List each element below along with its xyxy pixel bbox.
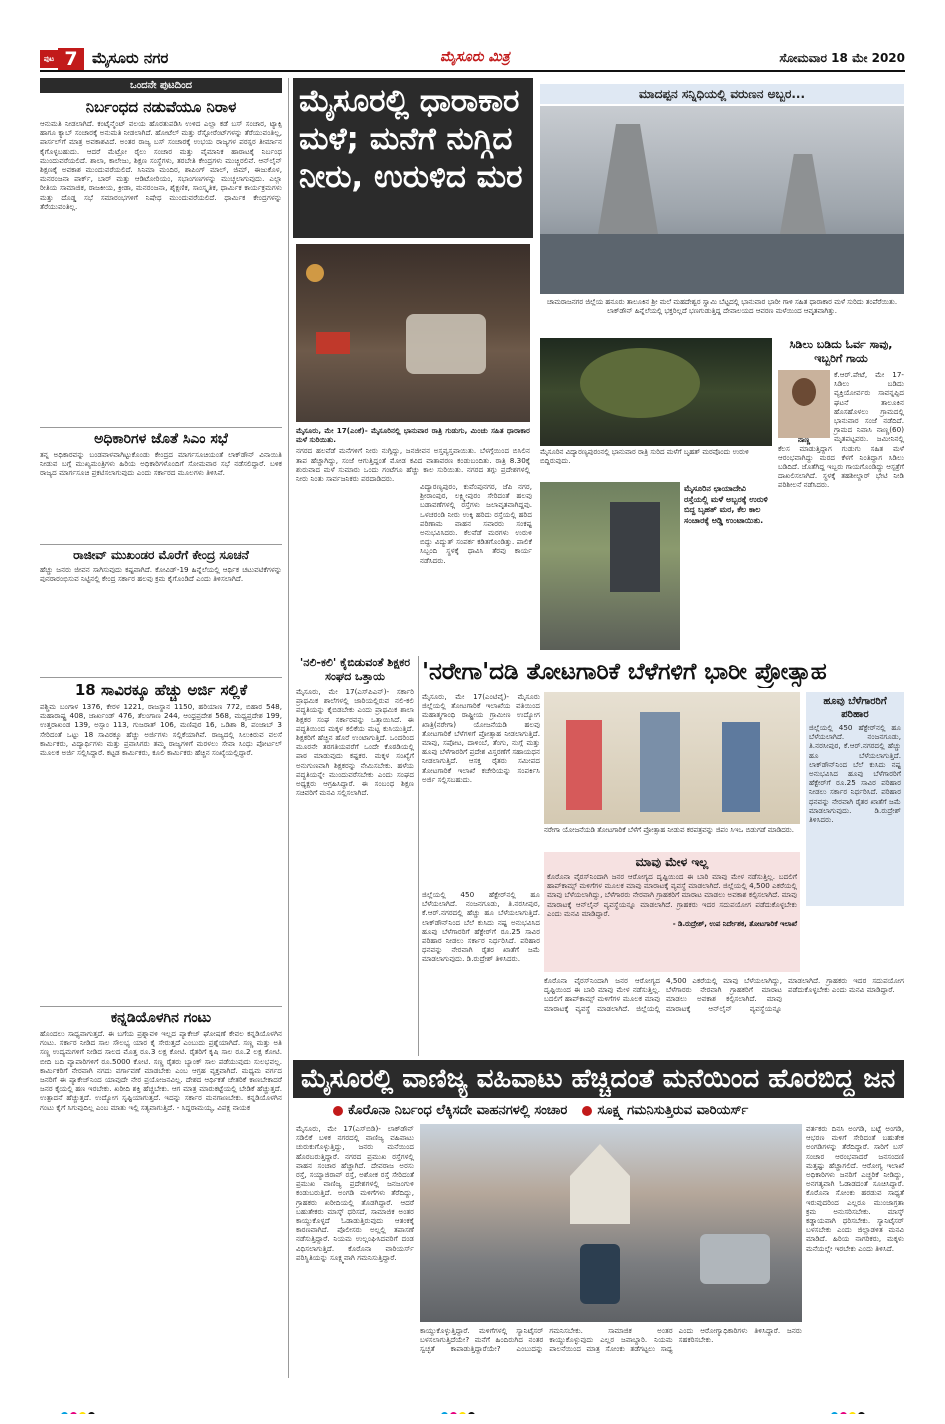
nrega-photo xyxy=(544,692,800,824)
story-title-4: 18 ಸಾವಿರಕ್ಕೂ ಹೆಚ್ಚು ಅರ್ಜಿ ಸಲ್ಲಿಕೆ xyxy=(40,677,282,700)
nrega-bottom xyxy=(544,976,904,1056)
left-column xyxy=(40,78,282,1378)
rain-body-1: ನಗರದ ಹಲವೆಡೆ ಮನೆಗಳಿಗೆ ನೀರು ನುಗ್ಗಿದ್ದು, ಜನಜೀವನ ಅಸ್ತವ್ಯಸ್ತವಾಯಿತು. ಬೆಳಗ್ಗೆಯಿಂದ ಬಿಸಿಲಿನ ತಾಪ ಹೆಚ್ಚಾಗಿದ್ದು, ಸಂಜೆ ಆಗುತ್ತಿದ್ದಂತೆ ಮೋಡ ಕವಿದ ವಾತಾವರಣ ಕಂಡುಬಂದಿತು. ರಾತ್ರಿ 8.30ಕ್ಕೆ ಶುರುವಾದ ಮಳೆ ಸುಮಾರು ಒಂದು ಗಂಟೆಗೂ ಹೆಚ್ಚು ಕಾಲ ಸುರಿಯಿತು. ನಗರದ ತಗ್ಗು ಪ್ರದೇಶಗಳಲ್ಲಿ ನೀರು ನಿಂತು ಸಾರ್ವಜನಿಕರು ಪರದಾಡಿದರು. xyxy=(296,446,530,484)
commerce-right-col xyxy=(806,1124,904,1386)
scooter-icon xyxy=(580,1244,620,1304)
story-body-4: ಪಶ್ಚಿಮ ಬಂಗಾಳ 1376, ಕೇರಳ 1221, ರಾಜಸ್ಥಾನ 1150, ಹರಿಯಾಣ 772, ಬಿಹಾರ 548, ಮಹಾರಾಷ್ಟ್ರ 408, ಜಾರ್ಖಂಡ್ 476, ತೆಲಂಗಾಣ 244, ಆಂಧ್ರಪ್ರದೇಶ 568, ಮಧ್ಯಪ್ರದೇಶ 199, ಉತ್ತರಾಖಂಡ 139, ಅಸ್ಸಾಂ 113, ಗುಜರಾತ್ 106, ಮಣಿಪುರ 16, ಒಡಿಶಾ 8, ಪಂಜಾಬ್ 3 ಸೇರಿದಂತೆ ಒಟ್ಟು 18 ಸಾವಿರಕ್ಕೂ ಹೆಚ್ಚು ಅರ್ಜಿಗಳು ಸಲ್ಲಿಕೆಯಾಗಿವೆ. ರಾಜ್ಯದಲ್ಲಿ ಸಿಲುಕಿರುವ ವಲಸೆ ಕಾರ್ಮಿಕರು, ವಿದ್ಯಾರ್ಥಿಗಳು ಮತ್ತು ಪ್ರವಾಸಿಗರು ತಮ್ಮ ರಾಜ್ಯಗಳಿಗೆ ಮರಳಲು ಸೇವಾ ಸಿಂಧು ಪೋರ್ಟಲ್ ಮೂಲಕ ಅರ್ಜಿ ಸಲ್ಲಿಸಿದ್ದಾರೆ. ಕಟ್ಟಡ ಕಾರ್ಮಿಕರು, ಕೂಲಿ ಕಾರ್ಮಿಕರು ಹೆಚ್ಚಿನ ಸಂಖ್ಯೆಯಲ್ಲಿದ್ದಾರೆ. xyxy=(40,702,282,758)
person-1-icon xyxy=(566,720,602,810)
story-title-5: ಕನ್ನಡಿಯೊಳಗಿನ ಗಂಟು xyxy=(40,1006,282,1027)
story-title-3: ರಾಜೀವ್ ಮುಖಂಡರ ಮೊರೆಗೆ ಕೇಂದ್ರ ಸೂಚನೆ xyxy=(40,544,282,563)
fallen-tree-photo xyxy=(540,338,772,446)
building-icon xyxy=(610,502,660,592)
mango-body: ಕೊರೊನಾ ವೈರಸ್‌ನಿಂದಾಗಿ ಜನರ ಆರೋಗ್ಯದ ದೃಷ್ಟಿಯಿಂದ ಈ ಬಾರಿ ಮಾವು ಮೇಳ ನಡೆಸುತ್ತಿಲ್ಲ. ಬದಲಿಗೆ ಹಾಪ್‌ಕಾಮ್ಸ್ ಮಳಿಗೆಗಳ ಮೂಲಕ ಮಾವು ಮಾರಾಟಕ್ಕೆ ವ್ಯವಸ್ಥೆ ಮಾಡಲಾಗಿದೆ. ಜಿಲ್ಲೆಯಲ್ಲಿ 4,500 ಎಕರೆಯಲ್ಲಿ ಮಾವು ಬೆಳೆಯಲಾಗಿದ್ದು, ಬೆಳೆಗಾರರು ನೇರವಾಗಿ ಗ್ರಾಹಕರಿಗೆ ಮಾರಾಟ ಮಾಡಲು ಅವಕಾಶ ಕಲ್ಪಿಸಲಾಗಿದೆ. ಮಾವು ಮಾರಾಟಕ್ಕೆ ಆನ್‌ಲೈನ್ ವ್ಯವಸ್ಥೆಯನ್ನೂ ಮಾಡಲಾಗಿದೆ. ಗ್ರಾಹಕರು ಇದರ ಸದುಪಯೋಗ ಪಡೆದುಕೊಳ್ಳಬೇಕು ಎಂದು ಮನವಿ ಮಾಡಿದ್ದಾರೆ. xyxy=(547,872,797,918)
page-number: 7 xyxy=(58,48,84,70)
commerce-bottom-body: ಕಾಯ್ದುಕೊಳ್ಳುತ್ತಿದ್ದಾರೆ. ಮಳಿಗೆಗಳಲ್ಲಿ ಸ್ಯಾನಿಟೈಸರ್ ಬಳಸಲಾಗುತ್ತಿದೆಯೇ? ಮನೆಗೆ ಹಿಂದಿರುಗಿದ ನಂತರ ಸ್ವಚ್ಛತೆ ಕಾಪಾಡುತ್ತಿದ್ದಾರೆಯೇ? ಎಂಬುದನ್ನು ಗಮನಿಸಬೇಕು. ಸಾಮಾಜಿಕ ಅಂತರ ಕಾಯ್ದುಕೊಳ್ಳುವುದು ಎಲ್ಲರ ಜವಾಬ್ದಾರಿ. ನಿಯಮ ಪಾಲನೆಯಿಂದ ಮಾತ್ರ ಸೋಂಕು ತಡೆಗಟ್ಟಲು ಸಾಧ್ಯ ಎಂದು ಆರೋಗ್ಯಾಧಿಕಾರಿಗಳು ತಿಳಿಸಿದ್ದಾರೆ. ಜನರು ಸಹಕರಿಸಬೇಕು. xyxy=(420,1326,802,1354)
column-rule xyxy=(288,78,289,1378)
obituary-title: ಸಿಡಿಲು ಬಡಿದು ಓರ್ವ ಸಾವು, ಇಬ್ಬರಿಗೆ ಗಾಯ xyxy=(789,338,893,365)
obituary-person-name: ನಾಣ್ಣ xyxy=(797,436,811,444)
flower-sidebar-title: ಹೂವು ಬೆಳೆಗಾರರಿಗೆ ಪರಿಹಾರ xyxy=(823,696,887,720)
street-traffic-photo xyxy=(420,1124,802,1322)
story-body-3: ಹೆಚ್ಚು ಜನರು ಜೀವನ ಸಾಗಿಸುವುದು ಕಷ್ಟವಾಗಿದೆ. ಕೋವಿಡ್-19 ಹಿನ್ನೆಲೆಯಲ್ಲಿ ಆರ್ಥಿಕ ಚಟುವಟಿಕೆಗಳನ್ನು ಪುನರಾರಂಭಿಸುವ ನಿಟ್ಟಿನಲ್ಲಿ ಕೇಂದ್ರ ಸರ್ಕಾರ ಹಲವು ಕ್ರಮ ಕೈಗೊಂಡಿದೆ ಎಂದು ತಿಳಿಸಲಾಗಿದೆ. xyxy=(40,565,282,584)
rain-headline: ಮೈಸೂರಲ್ಲಿ ಧಾರಾಕಾರ ಮಳೆ; ಮನೆಗೆ ನುಗ್ಗಿದ ನೀರು, ಉರುಳಿದ ಮರ xyxy=(293,78,533,238)
nrega-photo-caption: ನರೇಗಾ ಯೋಜನೆಯಡಿ ತೋಟಗಾರಿಕೆ ಬೆಳೆಗೆ ಪ್ರೋತ್ಸಾಹ ನೀಡುವ ಕರಪತ್ರವನ್ನು ಜಿಪಂ ಸಿಇಒ ಬಿಡುಗಡೆ ಮಾಡಿದರು. xyxy=(544,826,794,834)
commerce-headline: ಮೈಸೂರಲ್ಲಿ ವಾಣಿಜ್ಯ ವಹಿವಾಟು ಹೆಚ್ಚಿದಂತೆ ಮನೆಯಿಂದ ಹೊರಬಿದ್ದ ಜನ xyxy=(293,1060,904,1098)
side-caption: ಮೈಸೂರಿನ ಛಾಯಾದೇವಿ ರಸ್ತೆಯಲ್ಲಿ ಮಳೆ ಅಬ್ಬರಕ್ಕೆ ಉರುಳಿ ಬಿದ್ದ ಬೃಹತ್ ಮರ, ಕೆಲ ಕಾಲ ಸಂಚಾರಕ್ಕೆ ಅಡ್ಡಿ ಉಂಟಾಯಿತು. xyxy=(684,484,768,525)
rain-body-2: ವಿದ್ಯಾರಣ್ಯಪುರಂ, ಕುವೆಂಪುನಗರ, ಜೆಪಿ ನಗರ, ಶ್ರೀರಾಂಪುರ, ಲಕ್ಷ್ಮೀಪುರಂ ಸೇರಿದಂತೆ ಹಲವು ಬಡಾವಣೆಗಳಲ್ಲಿ ರಸ್ತೆಗಳು ಜಲಾವೃತವಾಗಿದ್ದವು. ಒಳಚರಂಡಿ ನೀರು ಉಕ್ಕಿ ಹರಿದು ರಸ್ತೆಯಲ್ಲಿ ಹರಿದ ಪರಿಣಾಮ ವಾಹನ ಸವಾರರು ಸಂಕಷ್ಟ ಅನುಭವಿಸಿದರು. ಕೆಲವೆಡೆ ಮರಗಳು ಉರುಳಿ ಬಿದ್ದು ವಿದ್ಯುತ್ ಸಂಪರ್ಕ ಕಡಿತಗೊಂಡಿತ್ತು. ಪಾಲಿಕೆ ಸಿಬ್ಬಂದಿ ಸ್ಥಳಕ್ಕೆ ಧಾವಿಸಿ ತೆರವು ಕಾರ್ಯ ನಡೆಸಿದರು. xyxy=(420,482,532,565)
header-rule xyxy=(40,70,905,72)
tree-canopy-icon xyxy=(580,348,700,418)
page-label: ಪುಟ xyxy=(40,50,58,68)
teachers-story xyxy=(296,656,414,1056)
flower-sidebar xyxy=(806,692,904,906)
nrega-bottom-body: ಕೊರೊನಾ ವೈರಸ್‌ನಿಂದಾಗಿ ಜನರ ಆರೋಗ್ಯದ ದೃಷ್ಟಿಯಿಂದ ಈ ಬಾರಿ ಮಾವು ಮೇಳ ನಡೆಸುತ್ತಿಲ್ಲ. ಬದಲಿಗೆ ಹಾಪ್‌ಕಾಮ್ಸ್ ಮಳಿಗೆಗಳ ಮೂಲಕ ಮಾವು ಮಾರಾಟಕ್ಕೆ ವ್ಯವಸ್ಥೆ ಮಾಡಲಾಗಿದೆ. ಜಿಲ್ಲೆಯಲ್ಲಿ 4,500 ಎಕರೆಯಲ್ಲಿ ಮಾವು ಬೆಳೆಯಲಾಗಿದ್ದು, ಬೆಳೆಗಾರರು ನೇರವಾಗಿ ಗ್ರಾಹಕರಿಗೆ ಮಾರಾಟ ಮಾಡಲು ಅವಕಾಶ ಕಲ್ಪಿಸಲಾಗಿದೆ. ಮಾವು ಮಾರಾಟಕ್ಕೆ ಆನ್‌ಲೈನ್ ವ್ಯವಸ್ಥೆಯನ್ನೂ ಮಾಡಲಾಗಿದೆ. ಗ್ರಾಹಕರು ಇದರ ಸದುಪಯೋಗ ಪಡೆದುಕೊಳ್ಳಬೇಕು ಎಂದು ಮನವಿ ಮಾಡಿದ್ದಾರೆ. xyxy=(544,976,904,1013)
registration-marks-center xyxy=(440,1404,500,1414)
bullet-icon xyxy=(333,1106,343,1116)
masthead: ಮೈಸೂರು ಮಿತ್ರ xyxy=(440,49,510,65)
temple-tower-icon-2 xyxy=(780,154,826,234)
nrega-body-wrap xyxy=(422,692,540,886)
obituary-body: ಕೆ.ಆರ್.ಪೇಟೆ, ಮೇ 17- ಸಿಡಿಲು ಬಡಿದು ವ್ಯಕ್ತಿಯೋರ್ವರು ಸಾವನ್ನಪ್ಪಿದ ಘಟನೆ ತಾಲೂಕಿನ ಹೊಸಹೊಳಲು ಗ್ರಾಮದಲ್ಲಿ ಭಾನುವಾರ ಸಂಜೆ ನಡೆದಿದೆ. ಗ್ರಾಮದ ನಿವಾಸಿ ನಾಣ್ಣ(60) ಮೃತಪಟ್ಟವರು. ಜಮೀನಿನಲ್ಲಿ ಕೆಲಸ ಮಾಡುತ್ತಿದ್ದಾಗ ಗುಡುಗು ಸಹಿತ ಮಳೆ ಆರಂಭವಾಗಿದ್ದು ಮರದ ಕೆಳಗೆ ನಿಂತಿದ್ದಾಗ ಸಿಡಿಲು ಬಡಿದಿದೆ. ಜೊತೆಗಿದ್ದ ಇಬ್ಬರು ಗಾಯಗೊಂಡಿದ್ದು ಆಸ್ಪತ್ರೆಗೆ ದಾಖಲಿಸಲಾಗಿದೆ. ಸ್ಥಳಕ್ಕೆ ತಹಶೀಲ್ದಾರ್ ಭೇಟಿ ನೀಡಿ ಪರಿಶೀಲನೆ ನಡೆಸಿದರು. xyxy=(778,370,904,490)
flower-sidebar-body: ಜಿಲ್ಲೆಯಲ್ಲಿ 450 ಹೆಕ್ಟೇರ್‌ನಲ್ಲಿ ಹೂ ಬೆಳೆಯಲಾಗಿದೆ. ನಂಜನಗೂಡು, ತಿ.ನರಸೀಪುರ, ಕೆ.ಆರ್.ನಗರದಲ್ಲಿ ಹೆಚ್ಚು ಹೂ ಬೆಳೆಯಲಾಗುತ್ತಿದೆ. ಲಾಕ್‌ಡೌನ್‌ನಿಂದ ಬೆಲೆ ಕುಸಿದು ನಷ್ಟ ಅನುಭವಿಸಿದ ಹೂವು ಬೆಳೆಗಾರರಿಗೆ ಹೆಕ್ಟೇರ್‌ಗೆ ರೂ.25 ಸಾವಿರ ಪರಿಹಾರ ನೀಡಲು ಸರ್ಕಾರ ನಿರ್ಧರಿಸಿದೆ. ಪರಿಹಾರ ಧನವನ್ನು ನೇರವಾಗಿ ರೈತರ ಖಾತೆಗೆ ಜಮೆ ಮಾಡಲಾಗುವುದು. ಡಿ.ರುದ್ರೇಶ್ ತಿಳಿಸಿದರು. xyxy=(809,723,901,825)
tree-caption: ಮೈಸೂರಿನ ವಿದ್ಯಾರಣ್ಯಪುರಂನಲ್ಲಿ ಭಾನುವಾರ ರಾತ್ರಿ ಸುರಿದ ಮಳೆಗೆ ಬೃಹತ್ ಮರವೊಂದು ಉರುಳಿ ಬಿದ್ದಿರುವುದು. xyxy=(540,448,749,465)
vehicle-icon xyxy=(316,332,350,354)
commerce-bottom xyxy=(420,1326,802,1386)
mango-title: ಮಾವು ಮೇಳ ಇಲ್ಲ xyxy=(635,855,709,869)
section-title: ಮೈಸೂರು ನಗರ xyxy=(92,49,169,67)
teachers-body: ಮೈಸೂರು, ಮೇ 17(ಎಸ್‌ಪಿಎನ್)- ಸರ್ಕಾರಿ ಪ್ರಾಥಮಿಕ ಶಾಲೆಗಳಲ್ಲಿ ಜಾರಿಯಲ್ಲಿರುವ ನಲಿ-ಕಲಿ ಪದ್ಧತಿಯನ್ನು ಕೈಬಿಡಬೇಕು ಎಂದು ಪ್ರಾಥಮಿಕ ಶಾಲಾ ಶಿಕ್ಷಕರ ಸಂಘ ಸರ್ಕಾರವನ್ನು ಒತ್ತಾಯಿಸಿದೆ. ಈ ಪದ್ಧತಿಯಿಂದ ಮಕ್ಕಳ ಕಲಿಕೆಯ ಮಟ್ಟ ಕುಸಿಯುತ್ತಿದೆ. ಶಿಕ್ಷಕರಿಗೆ ಹೆಚ್ಚಿನ ಹೊರೆ ಉಂಟಾಗುತ್ತಿದೆ. ಒಂದರಿಂದ ಮೂರನೇ ತರಗತಿಯವರೆಗೆ ಒಂದೇ ಕೊಠಡಿಯಲ್ಲಿ ಪಾಠ ಮಾಡುವುದು ಕಷ್ಟಕರ. ಮಕ್ಕಳ ಸಂಖ್ಯೆಗೆ ಅನುಗುಣವಾಗಿ ಶಿಕ್ಷಕರನ್ನು ನೇಮಿಸಬೇಕು. ಹಳೆಯ ಪದ್ಧತಿಯನ್ನೇ ಮುಂದುವರೆಸಬೇಕು ಎಂದು ಸಂಘದ ಅಧ್ಯಕ್ಷರು ಆಗ್ರಹಿಸಿದ್ದಾರೆ. ಈ ಸಂಬಂಧ ಶಿಕ್ಷಣ ಸಚಿವರಿಗೆ ಮನವಿ ಸಲ್ಲಿಸಲಾಗಿದೆ. xyxy=(296,687,414,798)
temple-caption: ಚಾಮರಾಜನಗರ ಜಿಲ್ಲೆಯ ಹನೂರು ತಾಲೂಕಿನ ಶ್ರೀ ಮಲೆ ಮಹದೇಶ್ವರ ಸ್ವಾಮಿ ಬೆಟ್ಟದಲ್ಲಿ ಭಾನುವಾರ ಭಾರೀ ಗಾಳಿ ಸಹಿತ ಧಾರಾಕಾರ ಮಳೆ ಸುರಿದು ತಂಪೆರೆಯಿತು. ಲಾಕ್‌ಡೌನ್ ಹಿನ್ನೆಲೆಯಲ್ಲಿ ಭಕ್ತರಿಲ್ಲದೆ ಭಣಗುಡುತ್ತಿದ್ದ ದೇವಾಲಯದ ಆವರಣ ಮಳೆಯಿಂದ ಆವೃತವಾಗಿತ್ತು. xyxy=(546,298,898,315)
column-rule-2 xyxy=(418,656,419,1056)
continued-banner: ಒಂದನೇ ಪುಟದಿಂದ xyxy=(40,78,282,93)
clock-tower-icon xyxy=(570,1144,630,1224)
registration-marks-right xyxy=(830,1404,890,1414)
flooded-street-photo xyxy=(296,244,530,422)
page-header xyxy=(40,46,905,72)
commerce-sub-2: ಸೂಕ್ಷ್ಮ ಗಮನಿಸುತ್ತಿರುವ ವಾರಿಯರ್ಸ್ xyxy=(597,1103,749,1118)
mango-box xyxy=(544,852,800,972)
rain-photo-caption: ಮೈಸೂರು, ಮೇ 17(ಎಂಕೆ)- ಮೈಸೂರಿನಲ್ಲಿ ಭಾನುವಾರ ರಾತ್ರಿ ಗುಡುಗು, ಮಿಂಚು ಸಹಿತ ಧಾರಾಕಾರ ಮಳೆ ಸುರಿಯಿತು. xyxy=(296,426,530,445)
temple-banner: ಮಾದಪ್ಪನ ಸನ್ನಿಧಿಯಲ್ಲಿ ವರುಣನ ಅಬ್ಬರ... xyxy=(540,84,904,104)
flooded-courtyard xyxy=(540,234,904,294)
nrega-headline: 'ನರೇಗಾ'ದಡಿ ತೋಟಗಾರಿಕೆ ಬೆಳೆಗಳಿಗೆ ಭಾರೀ ಪ್ರೋತ್ಸಾಹ xyxy=(422,659,827,685)
road-tree-photo xyxy=(540,482,680,650)
obituary-photo xyxy=(778,370,830,438)
story-body-1: ಆನುಮತಿ ನೀಡಲಾಗಿದೆ. ಕಂಟೈನ್ಮೆಂಟ್ ವಲಯ ಹೊರತುಪಡಿಸಿ ಉಳಿದ ಎಲ್ಲಾ ಕಡೆ ಬಸ್ ಸಂಚಾರ, ಟ್ಯಾಕ್ಸಿ ಹಾಗೂ ಕ್ಯಾಬ್ ಸಂಚಾರಕ್ಕೆ ಅನುಮತಿ ನೀಡಲಾಗಿದೆ. ಹೋಟೆಲ್ ಮತ್ತು ರೆಸ್ಟೋರೆಂಟ್‌ಗಳನ್ನು ತೆರೆಯುವಂತಿಲ್ಲ, ಪಾರ್ಸಲ್‌ಗೆ ಮಾತ್ರ ಅವಕಾಶವಿದೆ. ಅಂತರ ರಾಜ್ಯ ಬಸ್ ಸಂಚಾರಕ್ಕೆ ಉಭಯ ರಾಜ್ಯಗಳ ಪರಸ್ಪರ ತೀರ್ಮಾನ ಕೈಗೊಳ್ಳಬಹುದು. ಆದರೆ ಮೆಟ್ರೋ ರೈಲು ಸಂಚಾರ ಮತ್ತು ವೈಮಾನಿಕ ಹಾರಾಟಕ್ಕೆ ನಿರ್ಬಂಧ ಮುಂದುವರೆಯಲಿದೆ. ಶಾಲಾ, ಕಾಲೇಜು, ಶಿಕ್ಷಣ ಸಂಸ್ಥೆಗಳು, ತರಬೇತಿ ಕೇಂದ್ರಗಳು ಮುಚ್ಚಿರಲಿವೆ. ಆನ್‌ಲೈನ್ ಶಿಕ್ಷಣಕ್ಕೆ ಅವಕಾಶ ಮುಂದುವರೆಯಲಿದೆ. ಸಿನಿಮಾ ಮಂದಿರ, ಶಾಪಿಂಗ್ ಮಾಲ್, ಜಿಮ್, ಈಜುಕೊಳ, ಮನರಂಜನಾ ಪಾರ್ಕ್, ಬಾರ್ ಮತ್ತು ಆಡಿಟೋರಿಯಂ, ಸಭಾಂಗಣಗಳನ್ನು ಮುಚ್ಚಲಾಗುವುದು. ಎಲ್ಲಾ ರೀತಿಯ ಸಾಮಾಜಿಕ, ರಾಜಕೀಯ, ಕ್ರೀಡಾ, ಮನರಂಜನಾ, ಶೈಕ್ಷಣಿಕ, ಸಾಂಸ್ಕೃತಿಕ, ಧಾರ್ಮಿಕ ಕಾರ್ಯಕ್ರಮಗಳು ಮತ್ತು ದೊಡ್ಡ ಸಭೆ ಸಮಾರಂಭಗಳಿಗೆ ನಿಷೇಧ ಮುಂದುವರೆಯಲಿದೆ. ಧಾರ್ಮಿಕ ಕೇಂದ್ರಗಳನ್ನು ತೆರೆಯುವಂತಿಲ್ಲ. xyxy=(40,119,282,211)
person-2-icon xyxy=(640,712,680,812)
person-3-icon xyxy=(722,722,760,812)
issue-date: ಸೋಮವಾರ 18 ಮೇ 2020 xyxy=(779,51,905,65)
rain-body-2-wrap xyxy=(420,482,532,650)
nrega-body-cont: ಜಿಲ್ಲೆಯಲ್ಲಿ 450 ಹೆಕ್ಟೇರ್‌ನಲ್ಲಿ ಹೂ ಬೆಳೆಯಲಾಗಿದೆ. ನಂಜನಗೂಡು, ತಿ.ನರಸೀಪುರ, ಕೆ.ಆರ್.ನಗರದಲ್ಲಿ ಹೆಚ್ಚು ಹೂ ಬೆಳೆಯಲಾಗುತ್ತಿದೆ. ಲಾಕ್‌ಡೌನ್‌ನಿಂದ ಬೆಲೆ ಕುಸಿದು ನಷ್ಟ ಅನುಭವಿಸಿದ ಹೂವು ಬೆಳೆಗಾರರಿಗೆ ಹೆಕ್ಟೇರ್‌ಗೆ ರೂ.25 ಸಾವಿರ ಪರಿಹಾರ ನೀಡಲು ಸರ್ಕಾರ ನಿರ್ಧರಿಸಿದೆ. ಪರಿಹಾರ ಧನವನ್ನು ನೇರವಾಗಿ ರೈತರ ಖಾತೆಗೆ ಜಮೆ ಮಾಡಲಾಗುವುದು. ಡಿ.ರುದ್ರೇಶ್ ತಿಳಿಸಿದರು. xyxy=(422,890,540,964)
car-icon xyxy=(700,1234,770,1284)
mango-quote: - ಡಿ.ರುದ್ರೇಶ್, ಉಪ ನಿರ್ದೇಶಕ, ತೋಟಗಾರಿಕೆ ಇಲಾಖೆ xyxy=(672,920,797,929)
sacks-icon xyxy=(406,314,486,374)
nrega-body: ಮೈಸೂರು, ಮೇ 17(ಎಂಟಿವೈ)- ಮೈಸೂರು ಜಿಲ್ಲೆಯಲ್ಲಿ ತೋಟಗಾರಿಕೆ ಇಲಾಖೆಯ ವತಿಯಿಂದ ಮಹಾತ್ಮಗಾಂಧಿ ರಾಷ್ಟ್ರೀಯ ಗ್ರಾಮೀಣ ಉದ್ಯೋಗ ಖಾತ್ರಿ(ನರೇಗಾ) ಯೋಜನೆಯಡಿ ಹಲವು ತೋಟಗಾರಿಕೆ ಬೆಳೆಗಳಿಗೆ ಪ್ರೋತ್ಸಾಹ ನೀಡಲಾಗುತ್ತಿದೆ. ಮಾವು, ಸಪೋಟ, ದಾಳಿಂಬೆ, ತೆಂಗು, ನುಗ್ಗೆ ಮತ್ತು ಹೂವು ಬೆಳೆಗಾರರಿಗೆ ಪ್ರದೇಶ ವಿಸ್ತರಣೆಗೆ ಸಹಾಯಧನ ನೀಡಲಾಗುತ್ತಿದೆ. ಆಸಕ್ತ ರೈತರು ಸಮೀಪದ ತೋಟಗಾರಿಕೆ ಇಲಾಖೆ ಕಚೇರಿಯನ್ನು ಸಂಪರ್ಕಿಸಿ ಅರ್ಜಿ ಸಲ್ಲಿಸಬಹುದು. xyxy=(422,692,540,784)
story-body-2: ತನ್ನ ಅಧಿಕಾರವನ್ನು ಬಂಡವಾಳವಾಗಿಟ್ಟುಕೊಂಡು ಕೇಂದ್ರದ ಮಾರ್ಗಸೂಚಿಯಂತೆ ಲಾಕ್‌ಡೌನ್ ವಿನಾಯಿತಿ ನೀಡುವ ಬಗ್ಗೆ ಮುಖ್ಯಮಂತ್ರಿಗಳು ಹಿರಿಯ ಅಧಿಕಾರಿಗಳೊಂದಿಗೆ ಸೋಮವಾರ ಸಭೆ ನಡೆಸಲಿದ್ದಾರೆ. ಬಳಿಕ ರಾಜ್ಯದ ಮಾರ್ಗಸೂಚಿ ಪ್ರಕಟಿಸಲಾಗುವುದು ಎಂದು ಸರ್ಕಾರದ ಮೂಲಗಳು ತಿಳಿಸಿವೆ. xyxy=(40,450,282,478)
commerce-sub-1: ಕೊರೊನಾ ನಿರ್ಬಂಧ ಲೆಕ್ಕಿಸದೇ ವಾಹನಗಳಲ್ಲಿ ಸಂಚಾರ xyxy=(348,1103,568,1118)
commerce-subheads xyxy=(293,1100,904,1120)
nrega-continued xyxy=(422,890,540,1056)
temple-photo xyxy=(540,106,904,294)
story-title-2: ಅಧಿಕಾರಿಗಳ ಜೊತೆ ಸಿಎಂ ಸಭೆ xyxy=(40,427,282,448)
teachers-title: 'ನಲಿ-ಕಲಿ' ಕೈಬಿಡುವಂತೆ ಶಿಕ್ಷಕರ ಸಂಘದ ಒತ್ತಾಯ xyxy=(299,656,411,683)
rain-headline-box xyxy=(293,78,533,238)
person-icon xyxy=(792,378,816,406)
commerce-left-col xyxy=(296,1124,414,1386)
street-light-icon xyxy=(306,264,324,282)
temple-tower-icon xyxy=(598,124,658,234)
commerce-left-body: ಮೈಸೂರು, ಮೇ 17(ಎಸ್‌ಬಿಡಿ)- ಲಾಕ್‌ಡೌನ್ ಸಡಿಲಿಕೆ ಬಳಿಕ ನಗರದಲ್ಲಿ ವಾಣಿಜ್ಯ ವಹಿವಾಟು ಚುರುಕುಗೊಳ್ಳುತ್ತಿದ್ದು, ಜನರು ಮನೆಯಿಂದ ಹೊರಬರುತ್ತಿದ್ದಾರೆ. ನಗರದ ಪ್ರಮುಖ ರಸ್ತೆಗಳಲ್ಲಿ ವಾಹನ ಸಂಚಾರ ಹೆಚ್ಚಾಗಿದೆ. ದೇವರಾಜ ಅರಸು ರಸ್ತೆ, ಸಯ್ಯಾಜಿರಾವ್ ರಸ್ತೆ, ಅಶೋಕ ರಸ್ತೆ ಸೇರಿದಂತೆ ಪ್ರಮುಖ ವಾಣಿಜ್ಯ ಪ್ರದೇಶಗಳಲ್ಲಿ ಜನಜಂಗುಳಿ ಕಂಡುಬರುತ್ತಿದೆ. ಅಂಗಡಿ ಮಳಿಗೆಗಳು ತೆರೆದಿದ್ದು, ಗ್ರಾಹಕರು ಖರೀದಿಯಲ್ಲಿ ತೊಡಗಿದ್ದಾರೆ. ಆದರೆ ಬಹುತೇಕರು ಮಾಸ್ಕ್ ಧರಿಸದೆ, ಸಾಮಾಜಿಕ ಅಂತರ ಕಾಯ್ದುಕೊಳ್ಳದೆ ಓಡಾಡುತ್ತಿರುವುದು ಆತಂಕಕ್ಕೆ ಕಾರಣವಾಗಿದೆ. ಪೊಲೀಸರು ಅಲ್ಲಲ್ಲಿ ತಪಾಸಣೆ ನಡೆಸುತ್ತಿದ್ದಾರೆ. ನಿಯಮ ಉಲ್ಲಂಘಿಸಿದವರಿಗೆ ದಂಡ ವಿಧಿಸಲಾಗುತ್ತಿದೆ. ಕೊರೊನಾ ವಾರಿಯರ್ಸ್ ಪರಿಸ್ಥಿತಿಯನ್ನು ಸೂಕ್ಷ್ಮವಾಗಿ ಗಮನಿಸುತ್ತಿದ್ದಾರೆ. xyxy=(296,1124,414,1262)
story-title-1: ನಿರ್ಬಂಧದ ನಡುವೆಯೂ ನಿರಾಳ xyxy=(85,98,237,116)
registration-marks-left xyxy=(60,1404,120,1414)
commerce-right-body: ವರ್ತಕರು ದಿನಸಿ ಅಂಗಡಿ, ಬಟ್ಟೆ ಅಂಗಡಿ, ಆಭರಣ ಮಳಿಗೆ ಸೇರಿದಂತೆ ಬಹುತೇಕ ಅಂಗಡಿಗಳನ್ನು ತೆರೆದಿದ್ದಾರೆ. ಸಾರಿಗೆ ಬಸ್ ಸಂಚಾರ ಆರಂಭವಾದರೆ ಜನಸಂದಣಿ ಮತ್ತಷ್ಟು ಹೆಚ್ಚಾಗಲಿದೆ. ಆರೋಗ್ಯ ಇಲಾಖೆ ಅಧಿಕಾರಿಗಳು ಜನರಿಗೆ ಎಚ್ಚರಿಕೆ ನೀಡಿದ್ದು, ಅನಗತ್ಯವಾಗಿ ಓಡಾಡದಂತೆ ಸೂಚಿಸಿದ್ದಾರೆ. ಕೊರೊನಾ ಸೋಂಕು ಹರಡುವ ಸಾಧ್ಯತೆ ಇರುವುದರಿಂದ ಎಲ್ಲರೂ ಮುಂಜಾಗ್ರತಾ ಕ್ರಮ ಅನುಸರಿಸಬೇಕು. ಮಾಸ್ಕ್ ಕಡ್ಡಾಯವಾಗಿ ಧರಿಸಬೇಕು. ಸ್ಯಾನಿಟೈಸರ್ ಬಳಸಬೇಕು ಎಂದು ಜಿಲ್ಲಾಡಳಿತ ಮನವಿ ಮಾಡಿದೆ. ಹಿರಿಯ ನಾಗರಿಕರು, ಮಕ್ಕಳು ಮನೆಯಲ್ಲೇ ಇರಬೇಕು ಎಂದು ತಿಳಿಸಿದೆ. xyxy=(806,1124,904,1253)
story-body-5: ಹೊಂದಲು ಸಾಧ್ಯವಾಗುತ್ತದೆ. ಈ ಬಗೆಯ ಪ್ರಶ್ನಾವಳಿ ಇಲ್ಲದ ಪ್ಯಾಕೇಜ್ ಘೋಷಣೆ ಕೇವಲ ಕನ್ನಡಿಯೊಳಗಿನ ಗಂಟು. ಸರ್ಕಾರ ನೀಡಿದ ಸಾಲ ಸೌಲಭ್ಯ ಯಾರ ಕೈ ಸೇರುತ್ತದೆ ಎಂಬುದು ಪ್ರಶ್ನೆಯಾಗಿದೆ. ಸಣ್ಣ ಮತ್ತು ಅತಿ ಸಣ್ಣ ಉದ್ಯಮಗಳಿಗೆ ನೀಡಿದ ಸಾಲದ ಮೊತ್ತ ರೂ.3 ಲಕ್ಷ ಕೋಟಿ. ರೈತರಿಗೆ ಕೃಷಿ ಸಾಲ ರೂ.2 ಲಕ್ಷ ಕೋಟಿ. ಬೀದಿ ಬದಿ ವ್ಯಾಪಾರಿಗಳಿಗೆ ರೂ.5000 ಕೋಟಿ. ಸಣ್ಣ ರೈತರು ಬ್ಯಾಂಕ್ ಸಾಲ ಪಡೆಯುವುದು ಸುಲಭವಲ್ಲ. ಕಾರ್ಮಿಕರಿಗೆ ನೇರವಾಗಿ ನಗದು ವರ್ಗಾವಣೆ ಮಾಡಬೇಕು ಎಂಬ ಆಗ್ರಹ ವ್ಯಕ್ತವಾಗಿದೆ. ಮಧ್ಯಮ ವರ್ಗದ ಜನರಿಗೆ ಈ ಪ್ಯಾಕೇಜ್‌ನಿಂದ ಯಾವುದೇ ನೇರ ಪ್ರಯೋಜನವಿಲ್ಲ. ದೇಶದ ಆರ್ಥಿಕತೆ ಚೇತರಿಕೆ ಕಾಣಬೇಕಾದರೆ ಜನರ ಕೈಯಲ್ಲಿ ಹಣ ಇರಬೇಕು. ಖರೀದಿ ಶಕ್ತಿ ಹೆಚ್ಚಬೇಕು. ಆಗ ಮಾತ್ರ ಮಾರುಕಟ್ಟೆಯಲ್ಲಿ ಬೇಡಿಕೆ ಹೆಚ್ಚುತ್ತದೆ. ಉತ್ಪಾದನೆ ಹೆಚ್ಚುತ್ತದೆ. ಉದ್ಯೋಗ ಸೃಷ್ಟಿಯಾಗುತ್ತದೆ. ಇದನ್ನು ಸರ್ಕಾರ ಮನಗಾಣಬೇಕು. ಕನ್ನಡಿಯೊಳಗಿನ ಗಂಟು ಕೈಗೆ ಸಿಗುವುದಿಲ್ಲ ಎಂಬ ಮಾತು ಇಲ್ಲಿ ಸತ್ಯವಾಗುತ್ತಿದೆ. - ಸಿದ್ದರಾಮಯ್ಯ, ವಿಪಕ್ಷ ನಾಯಕ xyxy=(40,1029,282,1112)
bullet-icon-2 xyxy=(582,1106,592,1116)
